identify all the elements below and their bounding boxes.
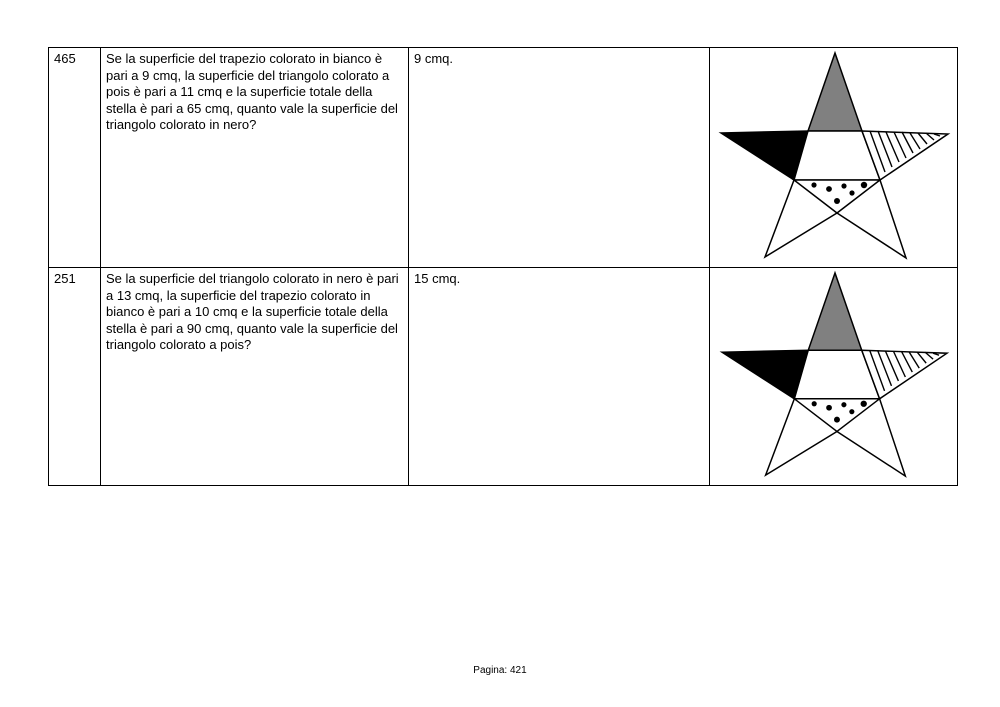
table-row — [49, 268, 958, 486]
star-figure — [710, 48, 958, 267]
table-row — [49, 48, 958, 268]
page-footer: Pagina: 421 — [473, 665, 527, 676]
question-number: 465 — [49, 48, 101, 268]
figure-cell — [710, 48, 958, 268]
quiz-table — [48, 47, 958, 486]
answer-text: 15 cmq. — [409, 268, 710, 486]
figure-cell — [710, 268, 958, 486]
question-text: Se la superficie del triangolo colorato in nero è pari a 13 cmq, la superficie del trapezio colorato in bianco è pari a 10 cmq e la superficie totale della stella è pari a 90 cmq, quanto vale la superficie del triangolo colorato a pois? — [101, 268, 409, 486]
answer-text: 9 cmq. — [409, 48, 710, 268]
question-number: 251 — [49, 268, 101, 486]
question-text: Se la superficie del trapezio colorato in bianco è pari a 9 cmq, la superficie del triangolo colorato a pois è pari a 11 cmq e la superficie totale della stella è pari a 65 cmq, quanto vale la superficie del triangolo colorato in nero? — [101, 48, 409, 268]
star-figure — [710, 268, 958, 485]
